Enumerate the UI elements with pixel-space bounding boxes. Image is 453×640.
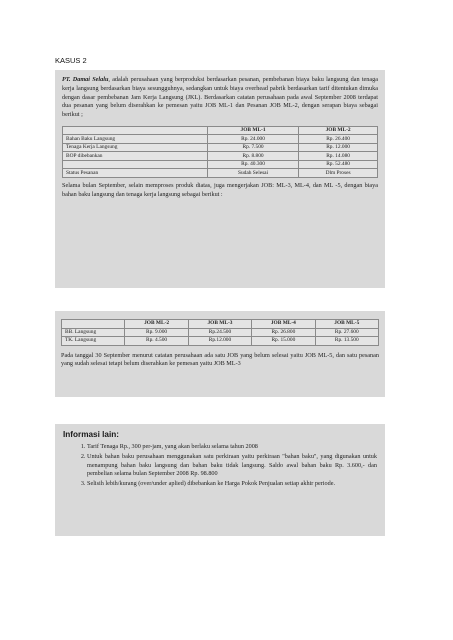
table-header-row: [63, 126, 378, 135]
table-cell: Rp. 4.500: [125, 337, 188, 346]
table-header-cell: JOB ML-3: [188, 320, 251, 329]
table-cell: Rp. 7.500: [207, 143, 298, 152]
table-cell: Rp. 13.500: [315, 337, 378, 346]
other-info-scan: [55, 424, 385, 536]
table-row: [63, 169, 378, 178]
intro-text: , adalah perusahaan yang berproduksi berdasarkan pesanan, pembebanan biaya baku langsung dan tenaga kerja langsung berdasarkan biaya sesungguhnya, sedangkan untuk biaya overhead pabrik berdasarkan tarif ditentukan dimuka dengan dasar pembebanan Jam Kerja Langsung (JKL). Berdasarkan catatan perusahaan pada awal September 2008 terdapat dua pesanan yang belum diserahkan ke pemesan yaitu JOB ML-1 dan Pesanan JOB ML-2, dengan serapan biaya sebagai berikut ;: [62, 76, 378, 119]
table-row: [63, 160, 378, 169]
table-header-cell: JOB ML-2: [299, 126, 378, 135]
cost-table-ml2-ml5: [61, 319, 379, 346]
table-cell: TK. Langsung: [62, 337, 125, 346]
table-cell: Rp. 40.300: [207, 160, 298, 169]
table-cell: Rp.12.000: [188, 337, 251, 346]
table-cell: Sudah Selesai: [207, 169, 298, 178]
table-cell: Rp. 52.480: [299, 160, 378, 169]
table-header-cell: JOB ML-5: [315, 320, 378, 329]
table-header-cell: [62, 320, 125, 329]
table-cell: BB. Langsung: [62, 328, 125, 337]
table-row: [62, 328, 379, 337]
list-item: 3. Selisih lebih/kurang (over/under aplied) dibebankan ke Harga Pokok Penjualan setiap akhir periode.: [87, 480, 377, 489]
table-header-row: [62, 320, 379, 329]
table-cell: Rp. 14.080: [299, 152, 378, 161]
intro-paragraph: [62, 76, 378, 120]
table-cell: BOP dibebankan: [63, 152, 208, 161]
table-cell: Status Pesanan: [63, 169, 208, 178]
table-cell: Rp. 24.000: [207, 135, 298, 144]
table-row: [63, 143, 378, 152]
table-row: [62, 337, 379, 346]
table-header-cell: JOB ML-4: [252, 320, 315, 329]
table-cell: Rp.24.500: [188, 328, 251, 337]
list-item: 1. Tarif Tenaga Rp., 300 per-jam, yang akan berlaku selama tahun 2008: [87, 443, 377, 452]
list-item: 2. Untuk bahan baku perusahaan menggunakan satu perkiraan yaitu perkiraan "bahan baku", yang digunakan untuk menampung bahan baku langsung dan bahan baku tidak langsung. Saldo awal bahan baku Rp. 3.600,- dan pembelian selama bulan September 2008 Rp. 98.800: [87, 453, 377, 479]
september-costs-scan: [55, 311, 385, 397]
table-header-cell: JOB ML-1: [207, 126, 298, 135]
table-header-cell: [63, 126, 208, 135]
info-list: [63, 443, 377, 489]
info-heading: Informasi lain:: [63, 430, 119, 439]
table-cell: Rp. 15.000: [252, 337, 315, 346]
table-cell: [63, 160, 208, 169]
table-cell: Rp. 26.400: [299, 135, 378, 144]
table-cell: Rp. 8.800: [207, 152, 298, 161]
table-row: [63, 135, 378, 144]
case-label: KASUS 2: [55, 56, 87, 65]
table-cell: Rp. 9.000: [125, 328, 188, 337]
table-cell: Rp. 26.800: [252, 328, 315, 337]
table-cell: Bahan Baku Langsung: [63, 135, 208, 144]
company-name: PT. Damai Selalu: [62, 76, 109, 83]
table-header-cell: JOB ML-2: [125, 320, 188, 329]
table-cell: Tenaga Kerja Langsung: [63, 143, 208, 152]
status-paragraph: Pada tanggal 30 September menurut catatan perusahaan ada satu JOB yang belum selesai yaitu JOB ML-5, dan satu pesanan yang sudah selesai tetapi belum diserahkan ke pemesan yaitu JOB ML-3: [61, 351, 379, 368]
september-paragraph: Selama bulan September, selain memproses produk diatas, juga mengerjakan JOB: ML-3, ML-4, dan ML -5, dengan biaya bahan baku langsung dan tenaga kerja langsung sebagai berikut :: [62, 181, 378, 198]
cost-table-ml1-ml2: [62, 126, 378, 178]
table-row: [63, 152, 378, 161]
table-cell: Dlm Proses: [299, 169, 378, 178]
case-description-scan: [55, 70, 385, 288]
table-cell: Rp. 27.600: [315, 328, 378, 337]
table-cell: Rp. 12.000: [299, 143, 378, 152]
